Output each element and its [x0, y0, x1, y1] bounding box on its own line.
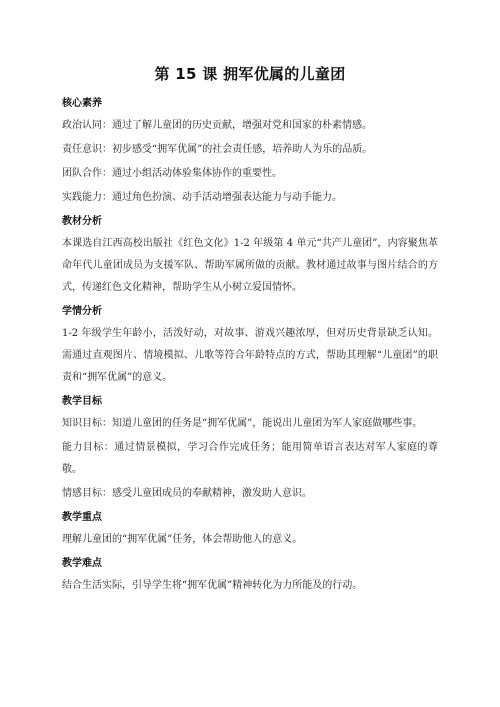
emotion-goal: 情感目标：感受儿童团成员的奉献精神，激发助人意识。 [62, 488, 312, 499]
teaching-difficulty-text: 结合生活实际，引导学生将“拥军优属”精神转化为力所能及的行动。 [62, 580, 363, 591]
core-teamwork: 团队合作：通过小组活动体验集体协作的重要性。 [62, 168, 282, 179]
textbook-analysis-heading: 教材分析 [62, 216, 102, 227]
knowledge-goal: 知识目标：知道儿童团的任务是“拥军优属”，能说出儿童团为军人家庭做哪些事。 [62, 418, 423, 429]
core-responsibility: 责任意识：初步感受“拥军优属”的社会责任感，培养助人为乐的品质。 [62, 144, 373, 155]
teaching-difficulty-heading: 教学难点 [62, 558, 102, 569]
ability-goal: 能力目标：通过情景模拟，学习合作完成任务；能用简单语言表达对军人家庭的尊敬。 [62, 442, 438, 475]
student-analysis-heading: 学情分析 [62, 306, 102, 317]
teaching-focus-text: 理解儿童团的“拥军优属”任务，体会帮助他人的意义。 [62, 534, 303, 545]
lesson-plan [62, 64, 438, 603]
textbook-analysis-text: 本课选自江西高校出版社《红色文化》1-2 年级第 4 单元“共产儿童团”，内容聚焦革命年代儿童团成员为支援军队、帮助军属所做的贡献。教材通过故事与图片结合的方式，传递红色文化精神，帮助学生从小树立爱国情怀。 [62, 238, 438, 293]
document-title: 第 15 课 拥军优属的儿童团 [154, 65, 346, 83]
core-literacy-heading: 核心素养 [62, 98, 102, 109]
teaching-focus-heading: 教学重点 [62, 512, 102, 523]
teaching-goals-heading: 教学目标 [62, 396, 102, 407]
core-practice: 实践能力：通过角色扮演、动手活动增强表达能力与动手能力。 [62, 192, 342, 203]
core-political-identity: 政治认同：通过了解儿童团的历史贡献，增强对党和国家的朴素情感。 [62, 120, 372, 131]
student-analysis-text: 1-2 年级学生年龄小，活泼好动，对故事、游戏兴趣浓厚，但对历史背景缺乏认知。需通过直观图片、情境模拟、儿歌等符合年龄特点的方式，帮助其理解“儿童团”的职责和“拥军优属”的意义。 [62, 328, 438, 383]
